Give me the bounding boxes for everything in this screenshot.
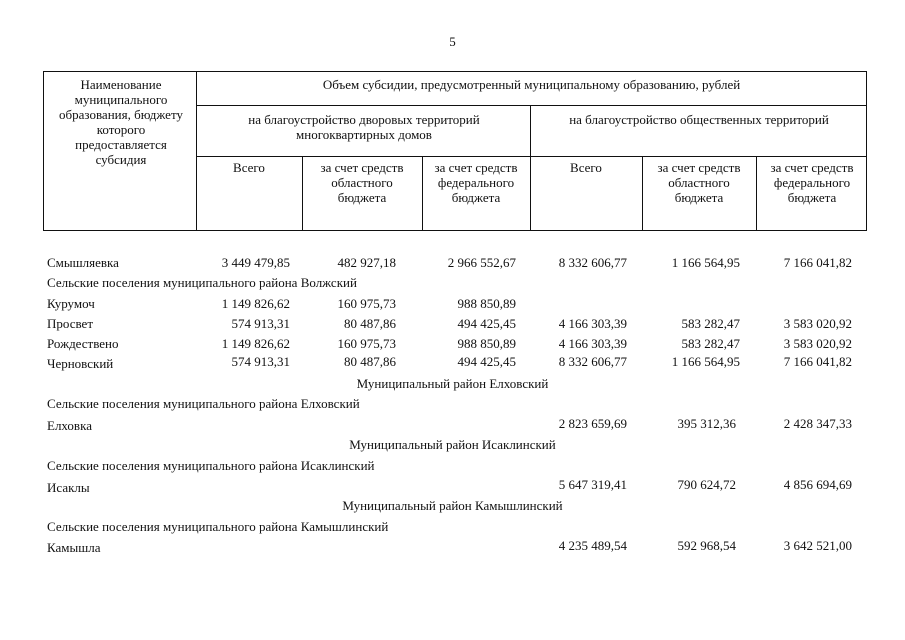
cell-federal-2: 3 583 020,92 xyxy=(783,316,852,331)
cell-total-1: 574 913,31 xyxy=(231,316,290,331)
cell-total-2: 4 166 303,39 xyxy=(558,336,627,351)
cell-federal-1: 494 425,45 xyxy=(457,354,516,369)
cell-federal-2: 3 583 020,92 xyxy=(783,336,852,351)
row-name: Курумоч xyxy=(47,296,95,311)
cell-federal-1: 2 966 552,67 xyxy=(447,255,516,270)
cell-federal-1: 988 850,89 xyxy=(457,336,516,351)
cell-total-2: 2 823 659,69 xyxy=(558,416,627,431)
header-total-2: Всего xyxy=(570,160,602,175)
cell-federal-2: 3 642 521,00 xyxy=(783,538,852,553)
cell-federal-2: 2 428 347,33 xyxy=(783,416,852,431)
row-name: Камышла xyxy=(47,540,101,555)
cell-regional-2: 1 166 564,95 xyxy=(671,354,740,369)
cell-total-2: 8 332 606,77 xyxy=(558,354,627,369)
cell-federal-2: 4 856 694,69 xyxy=(783,477,852,492)
section-label: Сельские поселения муниципального района Волжский xyxy=(47,275,357,290)
cell-federal-1: 494 425,45 xyxy=(457,316,516,331)
row-name: Смышляевка xyxy=(47,255,119,270)
header-federal-2: за счет средств федерального бюджета xyxy=(770,160,854,205)
cell-federal-2: 7 166 041,82 xyxy=(783,354,852,369)
header-top-title: Объем субсидии, предусмотренный муниципальному образованию, рублей xyxy=(322,77,741,92)
cell-federal-1: 988 850,89 xyxy=(457,296,516,311)
cell-total-2: 4 235 489,54 xyxy=(558,538,627,553)
cell-total-2: 5 647 319,41 xyxy=(558,477,627,492)
section-label: Сельские поселения муниципального района Исаклинский xyxy=(47,458,375,473)
cell-regional-2: 790 624,72 xyxy=(677,477,736,492)
cell-federal-2: 7 166 041,82 xyxy=(783,255,852,270)
row-name: Просвет xyxy=(47,316,93,331)
header-total-1: Всего xyxy=(233,160,265,175)
cell-regional-2: 1 166 564,95 xyxy=(671,255,740,270)
row-name: Черновский xyxy=(47,356,114,371)
header-group-courtyards: на благоустройство дворовых территорий многоквартирных домов xyxy=(248,112,480,142)
cell-regional-2: 395 312,36 xyxy=(677,416,736,431)
cell-regional-1: 160 975,73 xyxy=(337,336,396,351)
cell-regional-1: 80 487,86 xyxy=(344,354,396,369)
cell-total-1: 3 449 479,85 xyxy=(221,255,290,270)
cell-total-1: 1 149 826,62 xyxy=(221,336,290,351)
cell-regional-1: 80 487,86 xyxy=(344,316,396,331)
header-regional-1: за счет средств областного бюджета xyxy=(320,160,404,205)
cell-total-1: 574 913,31 xyxy=(231,354,290,369)
cell-regional-2: 583 282,47 xyxy=(681,316,740,331)
header-federal-1: за счет средств федерального бюджета xyxy=(434,160,518,205)
section-label: Сельские поселения муниципального района Елховский xyxy=(47,396,360,411)
row-name: Исаклы xyxy=(47,480,90,495)
district-heading: Муниципальный район Камышлинский xyxy=(342,498,563,513)
row-name: Рождествено xyxy=(47,336,119,351)
cell-regional-2: 583 282,47 xyxy=(681,336,740,351)
cell-regional-1: 160 975,73 xyxy=(337,296,396,311)
district-heading: Муниципальный район Елховский xyxy=(356,376,549,391)
cell-regional-1: 482 927,18 xyxy=(337,255,396,270)
cell-total-2: 4 166 303,39 xyxy=(558,316,627,331)
header-group-public: на благоустройство общественных территорий xyxy=(569,112,829,127)
header-name-column: Наименование муниципального образования, бюджету которого предоставляется субсидия xyxy=(59,77,183,167)
cell-total-1: 1 149 826,62 xyxy=(221,296,290,311)
cell-regional-2: 592 968,54 xyxy=(677,538,736,553)
table-header xyxy=(43,71,867,231)
header-regional-2: за счет средств областного бюджета xyxy=(657,160,741,205)
section-label: Сельские поселения муниципального района Камышлинский xyxy=(47,519,389,534)
page-number: 5 xyxy=(449,34,456,49)
row-name: Елховка xyxy=(47,418,92,433)
cell-total-2: 8 332 606,77 xyxy=(558,255,627,270)
district-heading: Муниципальный район Исаклинский xyxy=(349,437,556,452)
